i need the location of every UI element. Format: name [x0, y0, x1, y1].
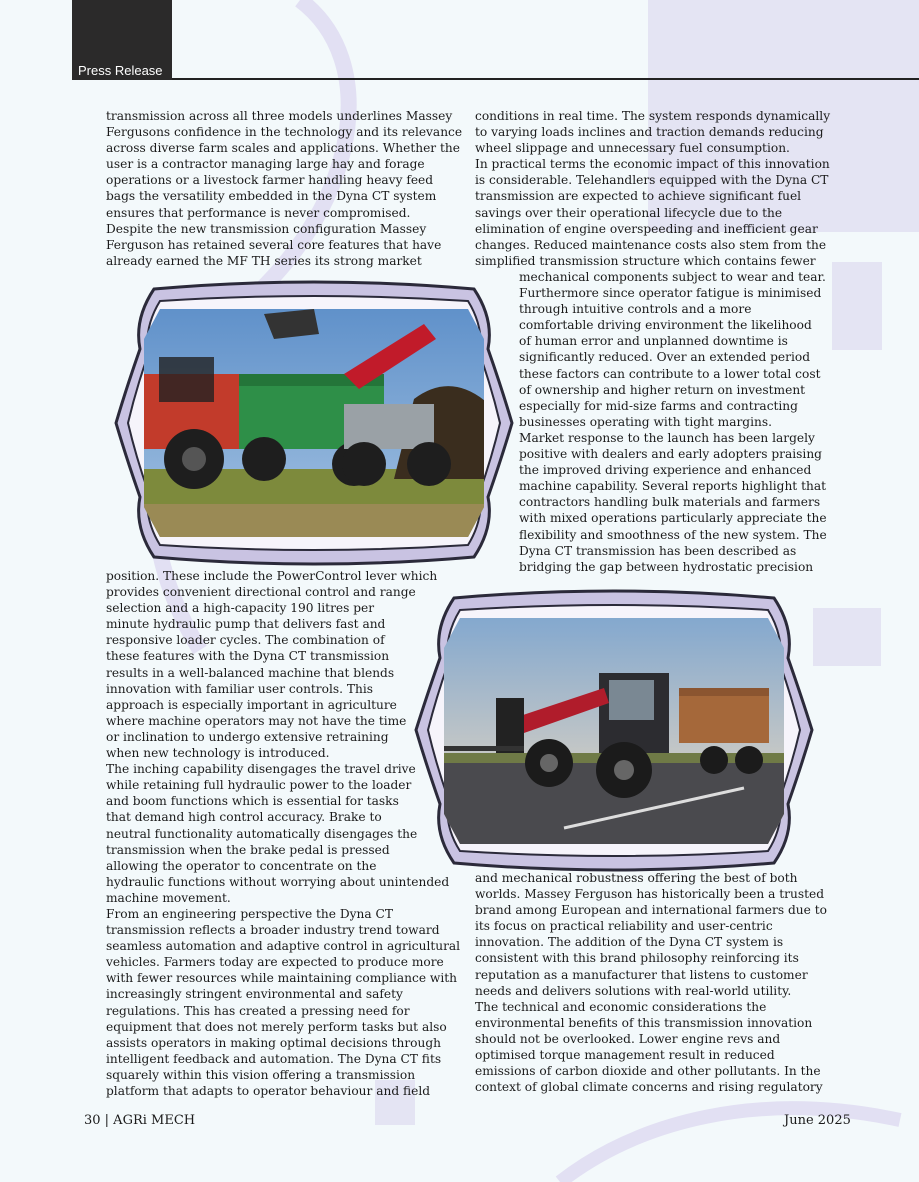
right-column-middle-text [519, 269, 827, 575]
text-line: user is a contractor managing large hay and forage [106, 157, 425, 172]
text-line: with fewer resources while maintaining compliance with [106, 971, 457, 986]
text-line: selection and a high-capacity 190 litres per [106, 601, 375, 616]
text-line: environmental benefits of this transmission innovation [475, 1015, 813, 1030]
text-line: minute hydraulic pump that delivers fast and [106, 617, 386, 632]
left-column-top-text [106, 108, 462, 269]
text-line: positive with dealers and early adopters praising [519, 447, 822, 462]
background-block [813, 608, 881, 666]
text-line: Dyna CT transmission has been described as [519, 543, 797, 558]
text-line: machine capability. Several reports highlight that [519, 479, 826, 494]
text-line: Furthermore since operator fatigue is minimised [519, 286, 822, 301]
text-line: needs and delivers solutions with real-world utility. [475, 983, 792, 998]
text-line: In practical terms the economic impact of this innovation [475, 157, 830, 172]
right-column-bottom-text [475, 870, 827, 1095]
header-rule [172, 78, 919, 80]
text-line: Despite the new transmission configuration Massey [106, 221, 427, 236]
text-line: with mixed operations particularly appreciate the [519, 511, 827, 526]
text-line: worlds. Massey Ferguson has historically been a trusted [475, 887, 824, 902]
text-line: vehicles. Farmers today are expected to produce more [106, 955, 444, 970]
text-line: equipment that does not merely perform tasks but also [106, 1019, 447, 1034]
text-line: Ferguson has retained several core features that have [106, 237, 442, 252]
text-line: and mechanical robustness offering the best of both [475, 871, 798, 885]
text-line: increasingly stringent environmental and safety [106, 987, 403, 1002]
text-line: transmission across all three models underlines Massey [106, 109, 453, 123]
photo-frame-telehandler-road [414, 588, 814, 873]
text-line: elimination of engine overspeeding and inefficient gear [475, 221, 818, 236]
text-line: hydraulic functions without worrying about unintended [106, 874, 450, 889]
text-line: the improved driving experience and enhanced [519, 463, 812, 478]
text-line: bridging the gap between hydrostatic precision [519, 559, 814, 574]
text-line: when new technology is introduced. [106, 746, 330, 761]
text-line: is considerable. Telehandlers equipped with the Dyna CT [475, 173, 829, 188]
text-line: results in a well-balanced machine that blends [106, 665, 395, 680]
text-line: of human error and unplanned downtime is [519, 334, 788, 349]
text-line: contractors handling bulk materials and farmers [519, 495, 821, 510]
text-line: position. These include the PowerControl lever which [106, 569, 438, 583]
text-line: responsive loader cycles. The combination of [106, 633, 385, 648]
text-line: should not be overlooked. Lower engine revs and [475, 1031, 781, 1046]
text-line: comfortable driving environment the likelihood [519, 318, 812, 333]
right-column-top-text [475, 108, 830, 269]
text-line: From an engineering perspective the Dyna CT [106, 906, 393, 921]
text-line: innovation with familiar user controls. This [106, 681, 374, 696]
text-line: conditions in real time. The system responds dynamically [475, 109, 831, 123]
text-line: or inclination to undergo extensive retraining [106, 729, 389, 744]
text-line: transmission are expected to achieve significant fuel [475, 189, 802, 204]
text-line: allowing the operator to concentrate on the [106, 858, 377, 873]
text-line: where machine operators may not have the time [106, 713, 407, 728]
text-line: intelligent feedback and automation. The Dyna CT fits [106, 1051, 442, 1066]
text-line: savings over their operational lifecycle due to the [475, 205, 783, 220]
text-line: mechanical components subject to wear and tear. [519, 270, 826, 284]
text-line: operations or a livestock farmer handling heavy feed [106, 173, 434, 188]
text-line: reputation as a manufacturer that listens to customer [475, 967, 808, 982]
text-line: transmission when the brake pedal is pressed [106, 842, 390, 857]
text-line: already earned the MF TH series its strong market [106, 253, 422, 268]
text-line: changes. Reduced maintenance costs also stem from the [475, 237, 827, 252]
text-line: wheel slippage and unnecessary fuel consumption. [475, 141, 790, 156]
text-line: Market response to the launch has been largely [519, 430, 815, 445]
text-line: The inching capability disengages the travel drive [106, 762, 416, 777]
text-line: through intuitive controls and a more [519, 302, 752, 317]
background-block [832, 262, 882, 350]
text-line: neutral functionality automatically disengages the [106, 826, 418, 841]
footer-page-number: 30 | AGRi MECH [84, 1113, 196, 1128]
text-line: that demand high control accuracy. Brake to [106, 810, 382, 825]
text-line: businesses operating with tight margins. [519, 414, 772, 429]
footer-date: June 2025 [784, 1113, 851, 1128]
text-line: across diverse farm scales and applications. Whether the [106, 141, 460, 156]
left-column-bottom-text [106, 568, 460, 1099]
text-line: assists operators in making optimal decisions through [106, 1035, 441, 1050]
text-line: context of global climate concerns and rising regulatory [475, 1080, 823, 1095]
text-line: while retaining full hydraulic power to the loader [106, 778, 412, 793]
text-line: consistent with this brand philosophy reinforcing its [475, 951, 799, 966]
text-line: significantly reduced. Over an extended period [519, 350, 810, 365]
telehandler-road-image [414, 588, 814, 873]
text-line: these factors can contribute to a lower total cost [519, 366, 821, 381]
text-line: The technical and economic considerations the [475, 999, 767, 1014]
text-line: emissions of carbon dioxide and other pollutants. In the [475, 1064, 821, 1079]
text-line: ensures that performance is never compromised. [106, 205, 411, 220]
photo-frame-tractor-loading [114, 279, 514, 567]
text-line: these features with the Dyna CT transmission [106, 649, 390, 664]
text-line: flexibility and smoothness of the new system. The [519, 527, 827, 542]
section-label: Press Release [78, 63, 163, 78]
tractor-telehandler-image [114, 279, 514, 567]
text-line: to varying loads inclines and traction demands reducing [475, 125, 824, 140]
text-line: Fergusons confidence in the technology and its relevance [106, 125, 463, 140]
text-line: seamless automation and adaptive control in agricultural [106, 939, 461, 954]
text-line: provides convenient directional control and range [106, 585, 416, 600]
text-line: innovation. The addition of the Dyna CT system is [475, 935, 784, 950]
text-line: platform that adapts to operator behaviour and field [106, 1084, 431, 1098]
text-line: and boom functions which is essential for tasks [106, 794, 399, 809]
text-line: bags the versatility embedded in the Dyna CT system [106, 189, 437, 204]
text-line: simplified transmission structure which contains fewer [475, 253, 816, 268]
text-line: especially for mid-size farms and contracting [519, 398, 798, 413]
text-line: machine movement. [106, 890, 231, 905]
text-line: brand among European and international farmers due to [475, 903, 827, 918]
text-line: its focus on practical reliability and user-centric [475, 919, 773, 934]
text-line: approach is especially important in agriculture [106, 697, 397, 712]
text-line: of ownership and higher return on investment [519, 382, 806, 397]
text-line: optimised torque management result in reduced [475, 1048, 775, 1063]
text-line: squarely within this vision offering a transmission [106, 1067, 416, 1082]
text-line: transmission reflects a broader industry trend toward [106, 923, 440, 938]
text-line: regulations. This has created a pressing need for [106, 1003, 410, 1018]
